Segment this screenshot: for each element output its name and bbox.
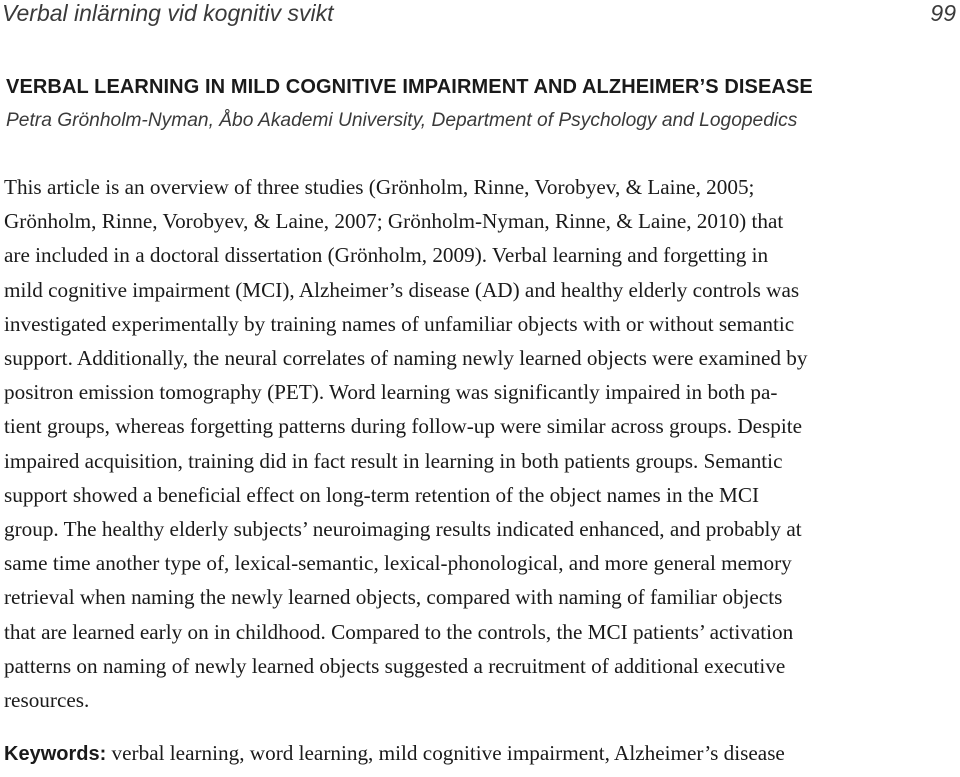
page-number: 99: [930, 0, 956, 26]
article-title: VERBAL LEARNING IN MILD COGNITIVE IMPAIRMENT AND ALZHEIMER’S DISEASE: [6, 76, 813, 98]
abstract-line: positron emission tomography (PET). Word learning was significantly impaired in both pa-: [4, 380, 778, 405]
abstract-line: tient groups, whereas forgetting patterns during follow-up were similar across groups. Despite: [4, 414, 803, 439]
abstract-line: support. Additionally, the neural correlates of naming newly learned objects were examined by: [4, 346, 808, 371]
abstract-line: impaired acquisition, training did in fact result in learning in both patients groups. Semantic: [4, 448, 783, 473]
abstract-line: resources.: [4, 688, 90, 713]
abstract-line: patterns on naming of newly learned objects suggested a recruitment of additional executive: [4, 653, 786, 678]
abstract-line: same time another type of, lexical-semantic, lexical-phonological, and more general memory: [4, 551, 792, 576]
abstract-line: group. The healthy elderly subjects’ neuroimaging results indicated enhanced, and probably at: [4, 517, 802, 542]
abstract-line: This article is an overview of three studies (Grönholm, Rinne, Vorobyev, & Laine, 2005;: [4, 175, 755, 199]
abstract-line: are included in a doctoral dissertation (Grönholm, 2009). Verbal learning and forgetting in: [4, 243, 769, 268]
abstract-line: retrieval when naming the newly learned objects, compared with naming of familiar objects: [4, 585, 783, 610]
abstract-paragraph: [4, 170, 954, 717]
keywords-text: verbal learning, word learning, mild cognitive impairment, Alzheimer’s disease: [106, 741, 785, 765]
keywords-label: Keywords:: [4, 743, 107, 765]
running-header: [2, 0, 958, 30]
abstract-line: Grönholm, Rinne, Vorobyev, & Laine, 2007; Grönholm-Nyman, Rinne, & Laine, 2010) that: [4, 209, 784, 234]
abstract-line: mild cognitive impairment (MCI), Alzheimer’s disease (AD) and healthy elderly controls was: [4, 277, 800, 302]
running-title: Verbal inlärning vid kognitiv svikt: [2, 0, 334, 26]
author-byline: Petra Grönholm-Nyman, Åbo Akademi University, Department of Psychology and Logopedics: [6, 110, 798, 131]
keywords-line: [4, 741, 954, 766]
abstract-line: that are learned early on in childhood. Compared to the controls, the MCI patients’ activation: [4, 619, 794, 644]
abstract-line: support showed a beneficial effect on long-term retention of the object names in the MCI: [4, 482, 760, 507]
abstract-line: investigated experimentally by training names of unfamiliar objects with or without semantic: [4, 311, 795, 336]
